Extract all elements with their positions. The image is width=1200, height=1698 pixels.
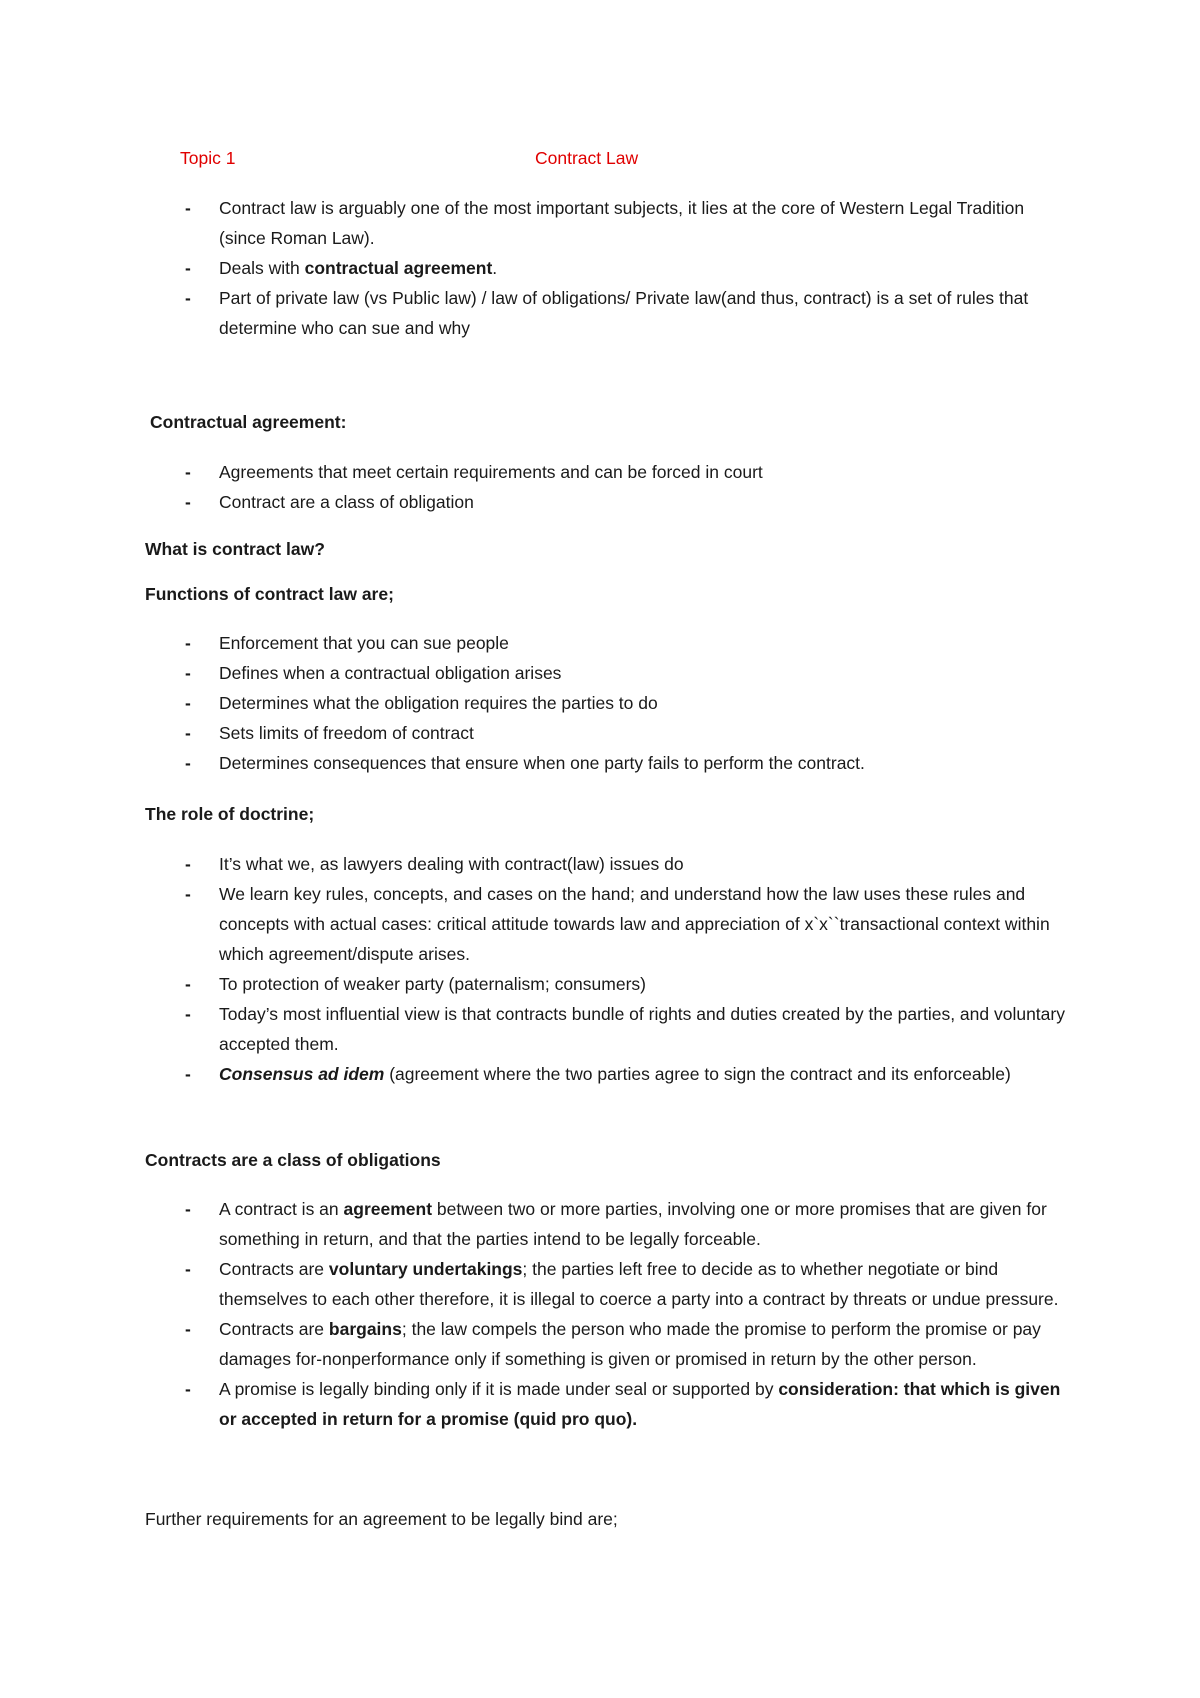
contractual-agreement-list — [145, 457, 1065, 517]
topic-title: Contract Law — [535, 148, 639, 168]
list-item: - A contract is an agreement between two or more parties, involving one or more promises that are given for something in return, and that the parties intend to be legally forceable. — [145, 1194, 1065, 1254]
obligations-list — [145, 1194, 1065, 1434]
list-item: - We learn key rules, concepts, and cases on the hand; and understand how the law uses these rules and concepts with actual cases: critical attitude towards law and appreciation of x`x``transactional context within which agreement/dispute arises. — [145, 879, 1065, 969]
doctrine-heading: The role of doctrine; — [145, 804, 315, 824]
list-item: - To protection of weaker party (paternalism; consumers) — [145, 969, 1065, 999]
what-is-heading: What is contract law? — [145, 539, 325, 559]
obligations-heading: Contracts are a class of obligations — [145, 1150, 441, 1170]
list-item: - It’s what we, as lawyers dealing with contract(law) issues do — [145, 849, 1065, 879]
list-item: - Determines consequences that ensure when one party fails to perform the contract. — [145, 748, 1065, 778]
list-item: - Enforcement that you can sue people — [145, 628, 1065, 658]
list-item: - Agreements that meet certain requirements and can be forced in court — [145, 457, 1065, 487]
topic-header — [0, 148, 1200, 174]
functions-heading: Functions of contract law are; — [145, 584, 394, 604]
list-item: - Contract are a class of obligation — [145, 487, 1065, 517]
list-item: - Defines when a contractual obligation arises — [145, 658, 1065, 688]
list-item: - Today’s most influential view is that contracts bundle of rights and duties created by the parties, and voluntary accepted them. — [145, 999, 1065, 1059]
list-item: - Part of private law (vs Public law) / law of obligations/ Private law(and thus, contract) is a set of rules that determine who can sue and why — [145, 283, 1065, 343]
further-requirements-text: Further requirements for an agreement to be legally bind are; — [145, 1509, 618, 1529]
doctrine-list — [145, 849, 1065, 1089]
list-item: - Contracts are voluntary undertakings; the parties left free to decide as to whether negotiate or bind themselves to each other therefore, it is illegal to coerce a party into a contract by threats or undue pressure. — [145, 1254, 1065, 1314]
topic-label: Topic 1 — [180, 148, 236, 168]
list-item: - Determines what the obligation requires the parties to do — [145, 688, 1065, 718]
list-item: - Contract law is arguably one of the most important subjects, it lies at the core of Western Legal Tradition (since Roman Law). — [145, 193, 1065, 253]
list-item: - A promise is legally binding only if it is made under seal or supported by consideration: that which is given or accepted in return for a promise (quid pro quo). — [145, 1374, 1065, 1434]
contractual-agreement-heading: Contractual agreement: — [150, 412, 347, 432]
list-item: - Contracts are bargains; the law compels the person who made the promise to perform the promise or pay damages for-nonperformance only if something is given or promised in return by the other person. — [145, 1314, 1065, 1374]
list-item: - Deals with contractual agreement. — [145, 253, 1065, 283]
intro-list — [145, 193, 1065, 343]
list-item: - Consensus ad idem (agreement where the two parties agree to sign the contract and its enforceable) — [145, 1059, 1065, 1089]
list-item: - Sets limits of freedom of contract — [145, 718, 1065, 748]
functions-list — [145, 628, 1065, 778]
